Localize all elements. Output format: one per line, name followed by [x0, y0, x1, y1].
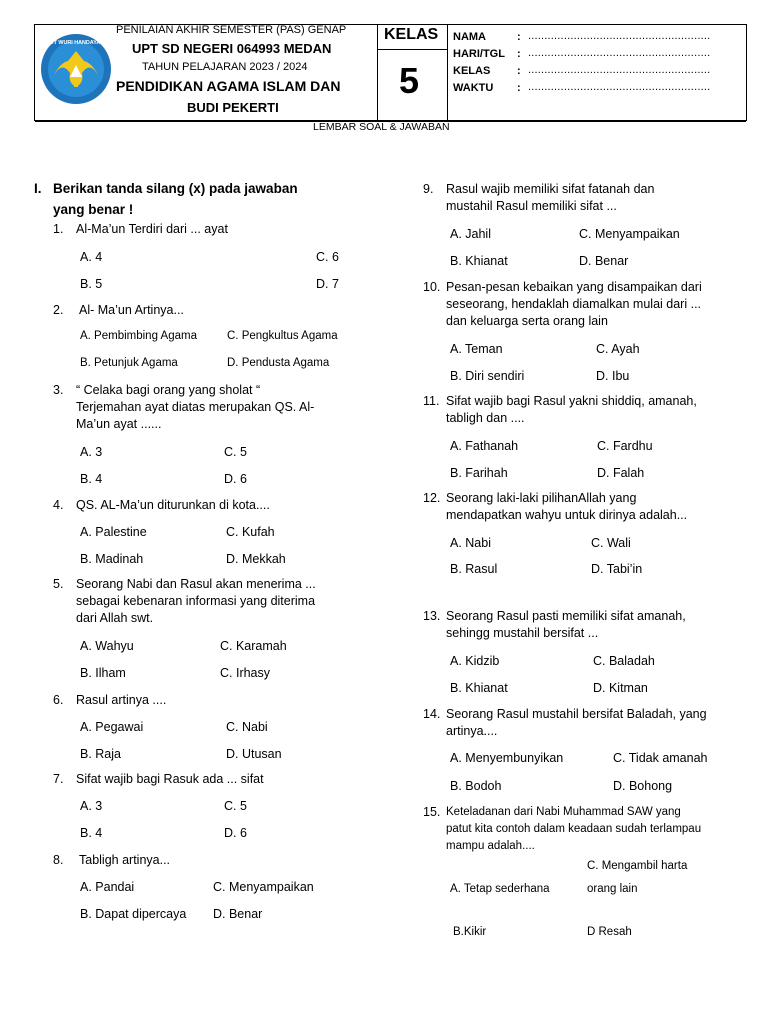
section-instruction: Berikan tanda silang (x) pada jawaban: [53, 181, 298, 196]
school-year: TAHUN PELAJARAN 2023 / 2024: [142, 61, 308, 73]
kelas-label: KELAS: [384, 26, 439, 43]
answer-option: D. Utusan: [226, 747, 282, 761]
question-text: mendapatkan wahyu untuk dirinya adalah...: [446, 508, 688, 522]
answer-option: C. Ayah: [596, 342, 640, 356]
answer-option: B. Petunjuk Agama: [80, 357, 178, 369]
answer-option: A. 4: [80, 250, 103, 264]
answer-option: C. Tidak amanah: [613, 751, 708, 765]
answer-option: D. 7: [316, 277, 339, 291]
field-separator: :: [517, 82, 521, 94]
answer-option: A. Jahil: [450, 227, 491, 241]
question-number: 1.: [53, 222, 64, 236]
field-blank: ........................................................: [528, 47, 711, 59]
question-number: 15.: [423, 805, 441, 819]
question-text: dari Allah swt.: [76, 611, 154, 625]
answer-option: A. Nabi: [450, 536, 491, 550]
question-number: 14.: [423, 707, 441, 721]
question-text: dan keluarga serta orang lain: [446, 314, 608, 328]
question-text: mustahil Rasul memiliki sifat ...: [446, 199, 617, 213]
answer-option: A. 3: [80, 445, 103, 459]
answer-option: A. Kidzib: [450, 654, 500, 668]
answer-option: D. Falah: [597, 466, 645, 480]
question-text: Seorang Rasul pasti memiliki sifat amanah,: [446, 609, 686, 623]
answer-option: C. 6: [316, 250, 339, 264]
question-text: Ma’un ayat ......: [76, 417, 162, 431]
answer-option: B. 4: [80, 826, 103, 840]
question-text: Al-Ma’un Terdiri dari ... ayat: [76, 222, 228, 236]
question-text: tabligh dan ....: [446, 411, 525, 425]
answer-option: C. Fardhu: [597, 439, 653, 453]
answer-option: B. Raja: [80, 747, 121, 761]
question-text: Terjemahan ayat diatas merupakan QS. Al-: [76, 400, 315, 414]
question-text: Pesan-pesan kebaikan yang disampaikan dari: [446, 280, 702, 294]
answer-option: B. 4: [80, 472, 103, 486]
answer-option: A. Menyembunyikan: [450, 751, 564, 765]
question-number: 12.: [423, 491, 441, 505]
answer-option: D. Kitman: [593, 681, 648, 695]
section-number: I.: [34, 181, 42, 196]
answer-option: B.Kikir: [453, 926, 487, 938]
answer-option: D Resah: [587, 926, 632, 938]
answer-option: D. Ibu: [596, 369, 630, 383]
answer-option: A. Tetap sederhana: [450, 883, 550, 895]
field-label: NAMA: [453, 31, 486, 43]
kelas-value: 5: [399, 60, 420, 101]
school-name: UPT SD NEGERI 064993 MEDAN: [132, 41, 332, 56]
question-number: 4.: [53, 498, 64, 512]
field-blank: ........................................................: [528, 64, 711, 76]
answer-option: D. 6: [224, 472, 247, 486]
question-text: Keteladanan dari Nabi Muhammad SAW yang: [446, 806, 681, 818]
question-number: 5.: [53, 577, 64, 591]
divider: [377, 25, 378, 121]
answer-option: C. Baladah: [593, 654, 655, 668]
answer-option: A. Fathanah: [450, 439, 519, 453]
field-blank: ........................................................: [528, 81, 711, 93]
field-label: KELAS: [453, 65, 491, 77]
answer-option: B. Madinah: [80, 552, 144, 566]
divider: [377, 49, 448, 50]
exam-title: PENILAIAN AKHIR SEMESTER (PAS) GENAP: [116, 24, 347, 36]
field-label: WAKTU: [453, 82, 494, 94]
field-label: HARI/TGL: [453, 48, 505, 60]
answer-option: B. Dapat dipercaya: [80, 907, 187, 921]
answer-option: B. Farihah: [450, 466, 508, 480]
question-number: 13.: [423, 609, 441, 623]
answer-option: D. Benar: [213, 907, 263, 921]
answer-option: D. Pendusta Agama: [227, 357, 330, 369]
answer-option: D. Bohong: [613, 779, 673, 793]
answer-option: C. 5: [224, 799, 247, 813]
question-number: 7.: [53, 772, 64, 786]
field-blank: ........................................................: [528, 30, 711, 42]
question-text: Al- Ma’un Artinya...: [79, 303, 184, 317]
question-text: Tabligh artinya...: [79, 853, 171, 867]
answer-option: C. Mengambil harta: [587, 860, 688, 872]
answer-option: C. Menyampaikan: [579, 227, 680, 241]
answer-option: A. Wahyu: [80, 639, 134, 653]
question-text: mampu adalah....: [446, 840, 535, 852]
question-number: 3.: [53, 383, 64, 397]
question-number: 11.: [423, 394, 440, 408]
svg-text:TUT WURI HANDAYANI: TUT WURI HANDAYANI: [46, 40, 106, 46]
answer-option: orang lain: [587, 883, 638, 895]
field-separator: :: [517, 48, 521, 60]
answer-option: C. Nabi: [226, 720, 268, 734]
question-number: 8.: [53, 853, 64, 867]
answer-option: A. Pembimbing Agama: [80, 330, 197, 342]
answer-option: D. Benar: [579, 254, 629, 268]
field-separator: :: [517, 65, 521, 77]
question-number: 10.: [423, 280, 441, 294]
answer-option: B. 5: [80, 277, 103, 291]
answer-option: A. Palestine: [80, 525, 147, 539]
answer-option: D. 6: [224, 826, 247, 840]
answer-option: C. Karamah: [220, 639, 287, 653]
field-separator: :: [517, 31, 521, 43]
answer-option: A. Teman: [450, 342, 503, 356]
question-text: seseorang, hendaklah diamalkan mulai dari ...: [446, 297, 702, 311]
answer-option: B. Khianat: [450, 254, 508, 268]
answer-option: D. Tabi’in: [591, 562, 643, 576]
answer-option: A. Pandai: [80, 880, 135, 894]
sheet-subtitle: LEMBAR SOAL & JAWABAN: [313, 121, 450, 133]
question-number: 6.: [53, 693, 64, 707]
question-text: QS. AL-Ma’un diturunkan di kota....: [76, 498, 270, 512]
question-text: Sifat wajib bagi Rasuk ada ... sifat: [76, 772, 264, 786]
answer-option: B. Diri sendiri: [450, 369, 525, 383]
divider: [447, 25, 448, 121]
tut-wuri-handayani-logo: [40, 33, 112, 105]
question-text: artinya....: [446, 724, 498, 738]
answer-option: B. Rasul: [450, 562, 498, 576]
question-text: Rasul wajib memiliki sifat fatanah dan: [446, 182, 655, 196]
answer-option: C. Irhasy: [220, 666, 271, 680]
question-text: sebagai kebenaran informasi yang diterima: [76, 594, 316, 608]
answer-option: C. Menyampaikan: [213, 880, 314, 894]
section-instruction: yang benar !: [53, 202, 134, 217]
answer-option: B. Bodoh: [450, 779, 502, 793]
answer-option: B. Ilham: [80, 666, 126, 680]
question-text: Sifat wajib bagi Rasul yakni shiddiq, amanah,: [446, 394, 697, 408]
answer-option: C. Pengkultus Agama: [227, 330, 338, 342]
question-text: Seorang laki-laki pilihanAllah yang: [446, 491, 637, 505]
answer-option: A. 3: [80, 799, 103, 813]
question-text: “ Celaka bagi orang yang sholat “: [76, 383, 261, 397]
question-text: patut kita contoh dalam keadaan sudah terlampau: [446, 823, 702, 835]
question-number: 9.: [423, 182, 434, 196]
answer-option: C. Wali: [591, 536, 631, 550]
subject-line2: BUDI PEKERTI: [187, 100, 279, 115]
question-text: sehingg mustahil bersifat ...: [446, 626, 599, 640]
question-text: Rasul artinya ....: [76, 693, 167, 707]
question-number: 2.: [53, 303, 64, 317]
question-text: Seorang Rasul mustahil bersifat Baladah, yang: [446, 707, 707, 721]
answer-option: B. Khianat: [450, 681, 508, 695]
answer-option: D. Mekkah: [226, 552, 286, 566]
question-text: Seorang Nabi dan Rasul akan menerima ...: [76, 577, 316, 591]
subject-line1: PENDIDIKAN AGAMA ISLAM DAN: [116, 78, 341, 94]
answer-option: A. Pegawai: [80, 720, 144, 734]
answer-option: C. Kufah: [226, 525, 275, 539]
answer-option: C. 5: [224, 445, 247, 459]
